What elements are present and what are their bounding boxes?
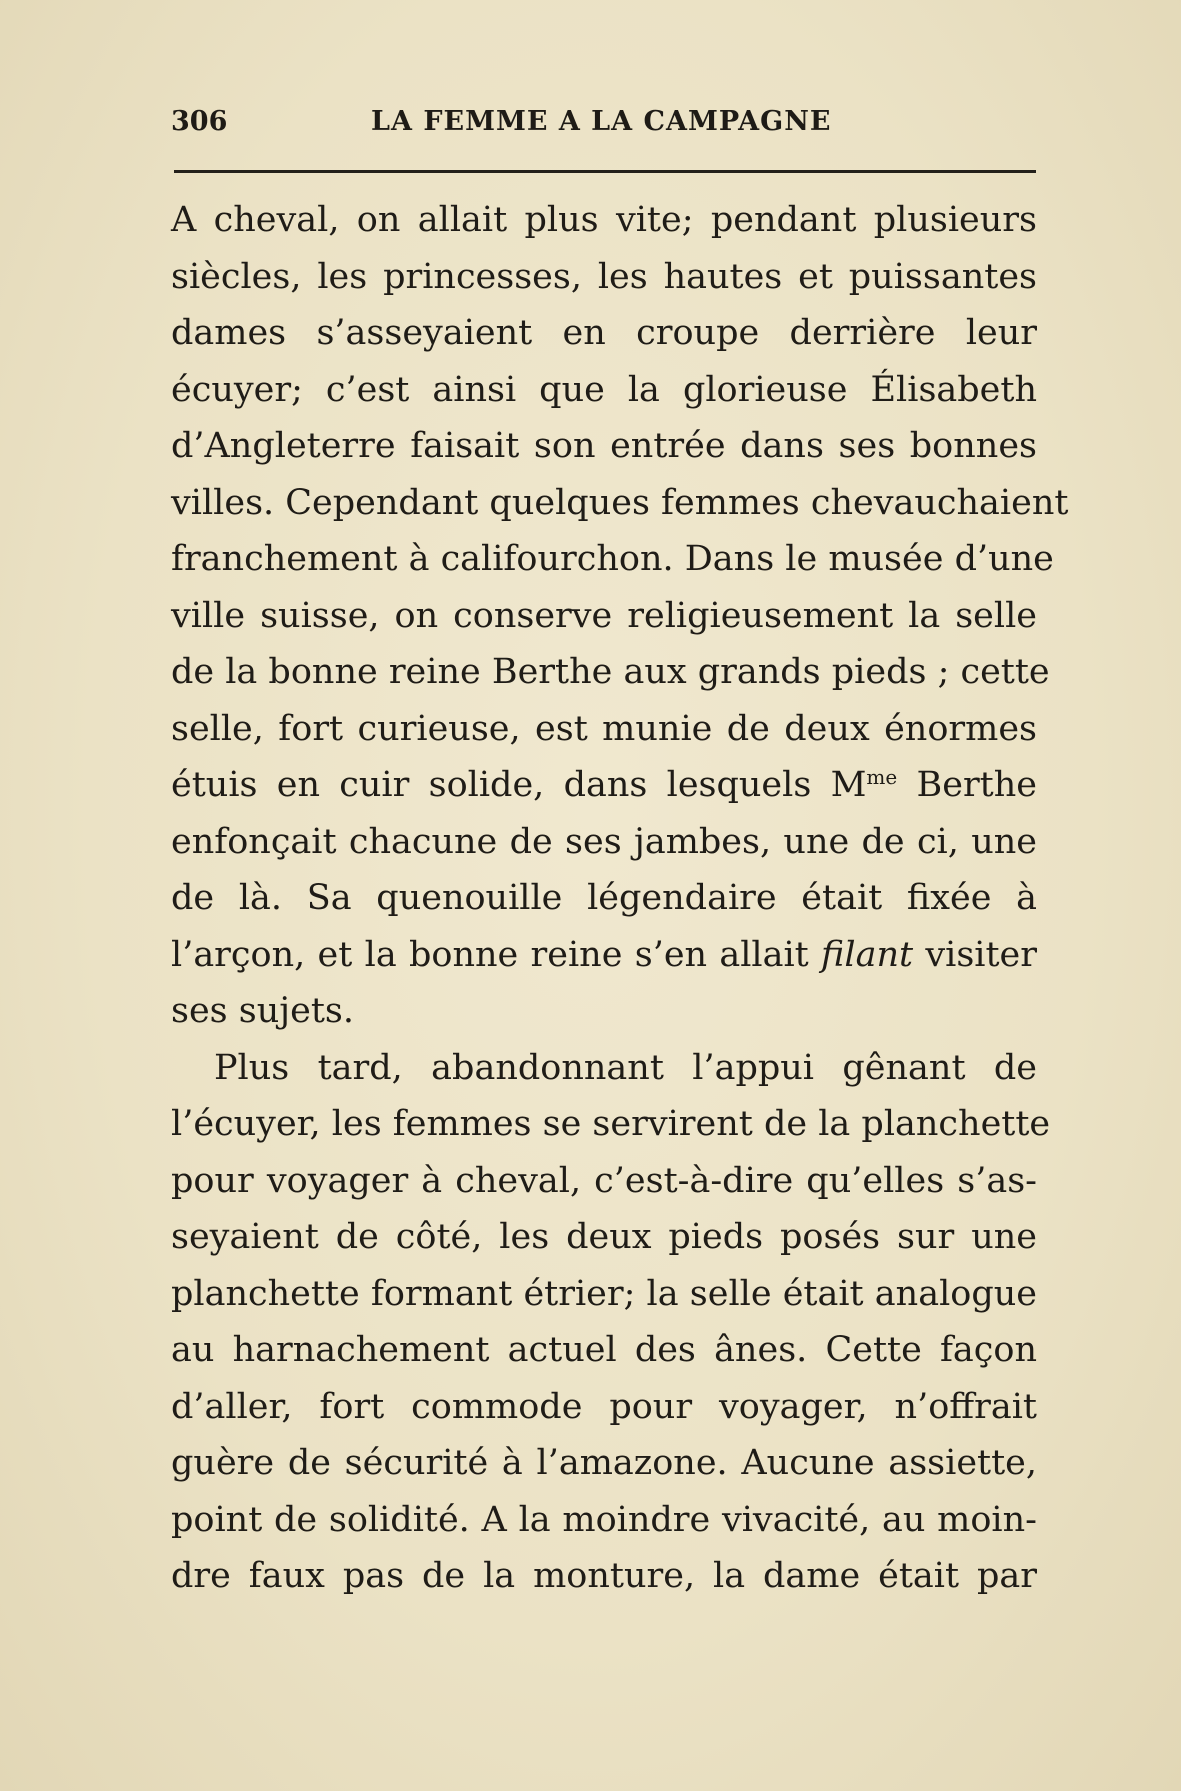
text-line: guère de sécurité à l’amazone. Aucune assiette, bbox=[171, 1443, 1037, 1483]
text-line: d’Angleterre faisait son entrée dans ses bonnes bbox=[171, 426, 1037, 466]
text-line: villes. Cependant quelques femmes chevauchaient bbox=[171, 482, 1069, 523]
running-title: LA FEMME A LA CAMPAGNE bbox=[371, 106, 832, 137]
page-number: 306 bbox=[171, 106, 228, 137]
text-line: enfonçait chacune de ses jambes, une de ci, une bbox=[171, 821, 1037, 862]
text-line: siècles, les princesses, les hautes et puissantes bbox=[171, 256, 1037, 297]
text-line: planchette formant étrier; la selle était analogue bbox=[171, 1273, 1037, 1314]
text-segment: Berthe bbox=[897, 765, 1037, 805]
text-line bbox=[171, 763, 1037, 807]
running-head bbox=[171, 106, 1033, 146]
text-segment: l’arçon, et la bonne reine s’en allait bbox=[171, 934, 822, 975]
superscript-abbrev: me bbox=[866, 765, 898, 789]
text-segment: étuis en cuir solide, dans lesquels M bbox=[171, 765, 867, 805]
text-line: l’écuyer, les femmes se servirent de la planchette bbox=[171, 1104, 1051, 1144]
text-line: pour voyager à cheval, c’est-à-dire qu’elles s’as- bbox=[171, 1160, 1037, 1201]
text-line: dre faux pas de la monture, la dame était par bbox=[171, 1556, 1037, 1596]
text-line: écuyer; c’est ainsi que la glorieuse Élisabeth bbox=[171, 369, 1037, 410]
text-line: ses sujets. bbox=[171, 991, 354, 1031]
text-line: seyaient de côté, les deux pieds posés sur une bbox=[171, 1217, 1037, 1257]
text-line: point de solidité. A la moindre vivacité, au moin- bbox=[171, 1499, 1037, 1540]
text-line: de la bonne reine Berthe aux grands pieds ; cette bbox=[171, 652, 1050, 692]
text-line: ville suisse, on conserve religieusement la selle bbox=[171, 595, 1037, 636]
text-line: au harnachement actuel des ânes. Cette façon bbox=[171, 1330, 1037, 1370]
text-line bbox=[171, 933, 1037, 977]
text-line: franchement à califourchon. Dans le musée d’une bbox=[171, 539, 1054, 579]
text-line: selle, fort curieuse, est munie de deux énormes bbox=[171, 708, 1037, 749]
italic-word: filant bbox=[821, 934, 914, 975]
text-line: A cheval, on allait plus vite; pendant plusieurs bbox=[171, 200, 1037, 240]
text-line: Plus tard, abandonnant l’appui gênant de bbox=[214, 1047, 1037, 1088]
text-line: de là. Sa quenouille légendaire était fixée à bbox=[171, 878, 1037, 918]
text-segment: visiter bbox=[913, 934, 1037, 975]
header-rule bbox=[174, 170, 1036, 173]
text-line: d’aller, fort commode pour voyager, n’offrait bbox=[171, 1386, 1037, 1427]
text-line: dames s’asseyaient en croupe derrière leur bbox=[171, 313, 1037, 353]
